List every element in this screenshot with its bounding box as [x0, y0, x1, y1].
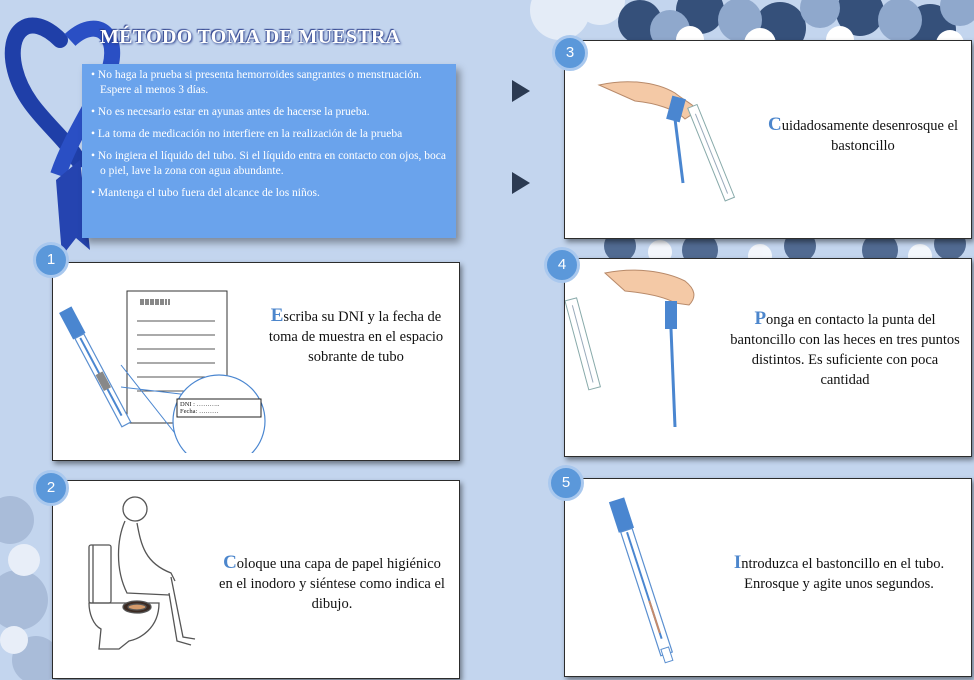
step-5-body: ntroduzca el bastoncillo en el tubo. Enrosque y agite unos segundos.	[741, 556, 945, 592]
step-4-initial: P	[754, 308, 767, 329]
instructions-panel	[82, 64, 456, 238]
step-1-text	[267, 306, 445, 367]
step-3-text	[765, 115, 961, 156]
step-card-5	[564, 478, 972, 677]
step-5-text	[733, 553, 945, 594]
instruction-item: • No es necesario estar en ayunas antes de hacerse la prueba.	[91, 105, 449, 120]
step-number-2: 2	[33, 470, 69, 506]
play-arrow-icon	[512, 80, 530, 102]
step-card-3	[564, 40, 972, 239]
label-fields	[180, 401, 219, 415]
step-number-1: 1	[33, 242, 69, 278]
step-5-initial: I	[733, 552, 742, 573]
step-card-2	[52, 480, 460, 679]
dni-field-label: DNI : ………..	[180, 401, 220, 408]
instruction-item: • No ingiera el líquido del tubo. Si el líquido entra en contacto con ojos, boca o piel, lave la zona con agua abundante.	[91, 149, 449, 179]
instruction-item: • No haga la prueba si presenta hemorroides sangrantes o menstruación. Espere al menos 3 días.	[91, 68, 449, 98]
step-4-body: onga en contacto la punta del bantoncillo con las heces en tres puntos distintos. Es suficiente con poca cantidad	[730, 312, 960, 388]
step-2-text	[217, 553, 447, 614]
step-2-initial: C	[223, 552, 237, 573]
step-card-4	[564, 258, 972, 457]
fecha-field-label: Fecha: ………	[180, 408, 219, 415]
step-4-text	[729, 309, 961, 390]
step-3-body: uidadosamente desenrosque el bastoncillo	[781, 118, 959, 154]
step-number-3: 3	[552, 35, 588, 71]
tube-label-illustration	[59, 281, 279, 453]
touch-sample-illustration	[565, 267, 745, 437]
step-number-4: 4	[544, 247, 580, 283]
step-2-body: oloque una capa de papel higiénico en el inodoro y siéntese como indica el dibujo.	[219, 556, 445, 612]
step-number-5: 5	[548, 465, 584, 501]
unscrew-swab-illustration	[595, 79, 755, 229]
page-title: MÉTODO TOMA DE MUESTRA	[100, 26, 401, 48]
play-arrow-icon	[512, 172, 530, 194]
step-3-initial: C	[767, 114, 782, 135]
step-card-1	[52, 262, 460, 461]
step-1-initial: E	[270, 305, 284, 326]
instruction-item: • La toma de medicación no interfiere en la realización de la prueba	[91, 127, 449, 142]
toilet-seated-illustration	[79, 489, 239, 659]
instruction-item: • Mantenga el tubo fuera del alcance de los niños.	[91, 186, 449, 201]
step-1-body: scriba su DNI y la fecha de toma de muestra en el espacio sobrante de tubo	[268, 309, 444, 365]
insert-swab-illustration	[585, 491, 715, 671]
